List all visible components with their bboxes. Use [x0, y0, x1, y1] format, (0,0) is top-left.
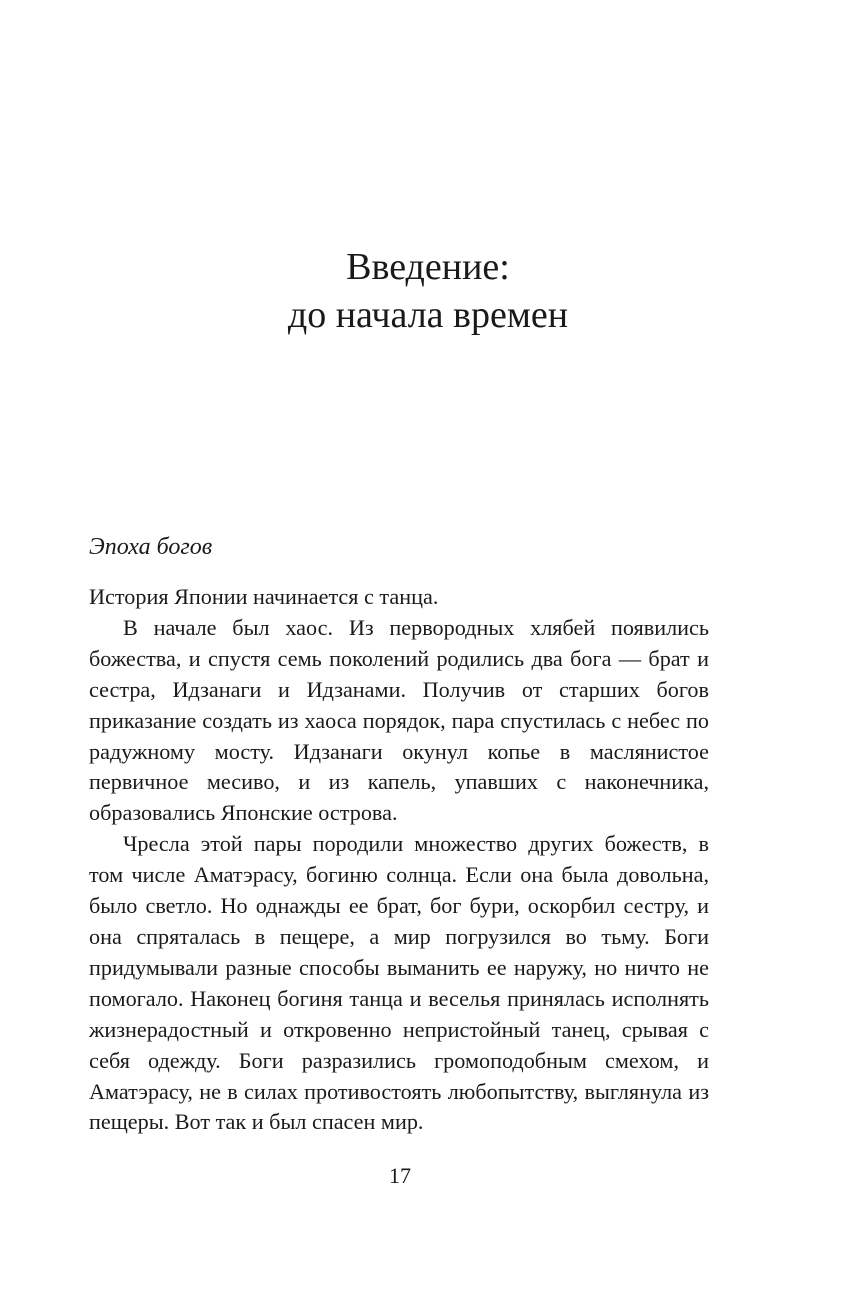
- paragraph: В начале был хаос. Из первородных хлябей появились божества, и спустя семь поколений родились два бога — брат и сестра, Идзанаги и Идзанами. Получив от старших богов приказание создать из хаоса порядок, пара спустилась с небес по радужному мосту. Идзанаги окунул копье в маслянистое первичное месиво, и из капель, упавших с наконечника, образовались Японские острова.: [89, 614, 709, 826]
- section-heading: Эпоха богов: [89, 534, 213, 560]
- paragraph: Чресла этой пары породили множество других божеств, в том числе Аматэрасу, богиню солнца. Если она была довольна, было светло. Но однажды ее брат, бог бури, оскорбил сестру, и она спряталась в пещере, а мир погрузился во тьму. Боги придумывали разные способы выманить ее наружу, но ничто не помогало. Наконец богиня танца и веселья принялась исполнять жизнерадостный и откровенно непристойный танец, срывая с себя одежду. Боги разразились громоподобным смехом, и Аматэрасу, не в силах противостоять любопытству, выглянула из пещеры. Вот так и был спасен мир.: [89, 831, 709, 1135]
- page-number: 17: [389, 1163, 411, 1188]
- chapter-title: [0, 243, 856, 339]
- body-text: [89, 582, 709, 1138]
- chapter-title-line-2: до начала времен: [287, 294, 569, 336]
- chapter-title-line-1: Введение:: [346, 246, 510, 288]
- paragraph: История Японии начинается с танца.: [89, 584, 439, 609]
